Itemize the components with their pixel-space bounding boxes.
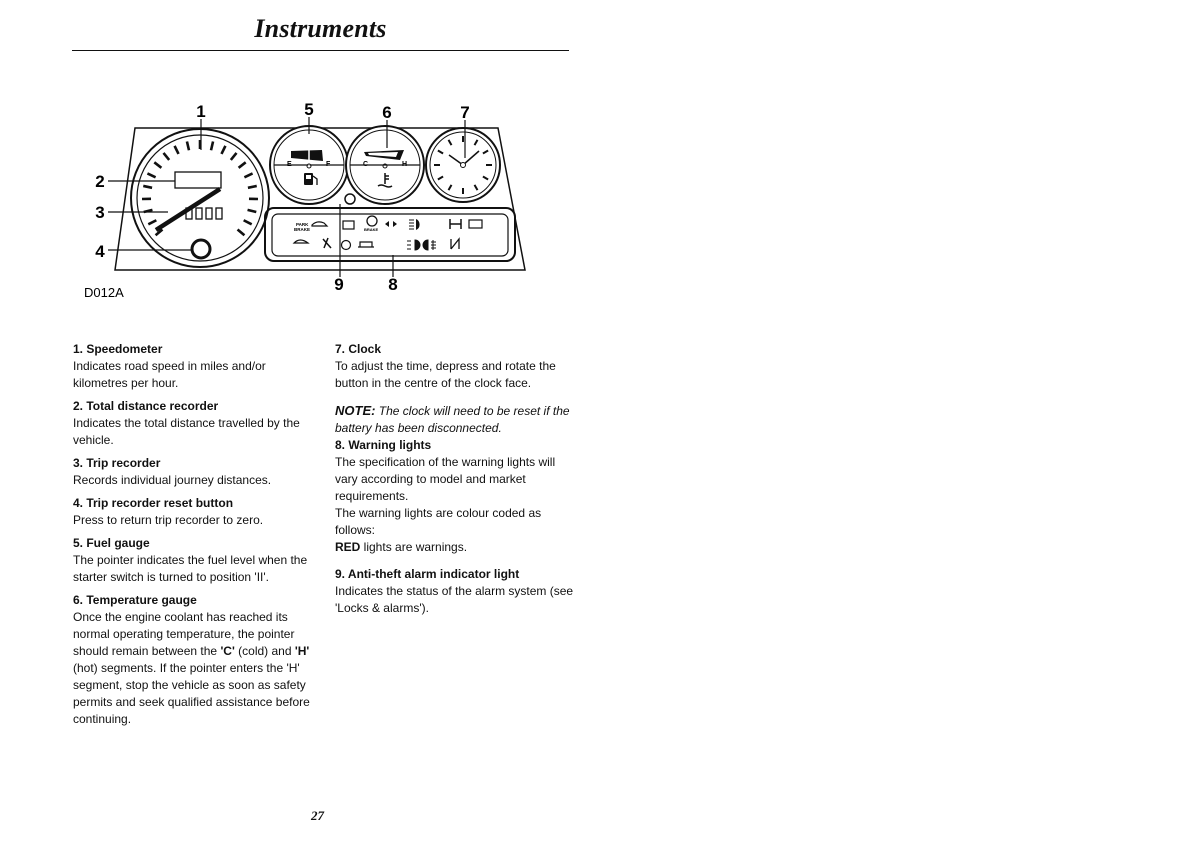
- battery-icon: [343, 221, 354, 229]
- section-heading: 4. Trip recorder reset button: [73, 496, 234, 510]
- callout-7: 7: [460, 103, 470, 122]
- temp-hot-letter: H: [402, 161, 408, 168]
- park-brake-label-1: PARK: [296, 222, 309, 227]
- clock-adjust-button: [461, 163, 466, 168]
- section-body: [335, 539, 580, 556]
- section-heading: 7. Clock: [335, 342, 382, 356]
- section-heading: 6. Temperature gauge: [73, 593, 197, 607]
- section-speedometer: [73, 341, 313, 392]
- temp-cold-letter: C: [363, 161, 369, 168]
- alarm-indicator-light: [345, 194, 355, 204]
- callout-1: 1: [196, 102, 206, 121]
- section-trip-reset: [73, 495, 313, 529]
- body-text: (cold) and: [234, 644, 295, 658]
- section-heading: 5. Fuel gauge: [73, 536, 150, 550]
- park-brake-label-2: BRAKE: [294, 227, 311, 232]
- transmission-temp-icon: [294, 240, 308, 243]
- brake-fluid-icon: [342, 241, 351, 250]
- brake-warning-icon: [367, 216, 377, 226]
- red-label: RED: [335, 540, 361, 554]
- section-body: Indicates road speed in miles and/or kilometres per hour.: [73, 359, 266, 390]
- section-warning-lights: [335, 437, 580, 556]
- section-body: Indicates the total distance travelled by the vehicle.: [73, 416, 300, 447]
- diff-lock-icon: [450, 219, 461, 229]
- section-body: Indicates the status of the alarm system (see 'Locks & alarms').: [335, 584, 574, 615]
- body-text: (hot) segments. If the pointer enters the 'H' segment, stop the vehicle as soon as safety permits and seek qualified assistance before continuing.: [73, 661, 310, 726]
- trip-reset-button: [192, 240, 210, 258]
- instrument-cluster-figure: [60, 90, 540, 305]
- dial-tick: [143, 186, 152, 188]
- left-column: [73, 341, 313, 734]
- speedometer: [131, 129, 269, 267]
- hot-label: 'H': [294, 644, 310, 658]
- section-trip-recorder: [73, 455, 313, 489]
- section-body: Records individual journey distances.: [73, 473, 272, 487]
- warning-lights-panel: [265, 208, 515, 261]
- cold-label: 'C': [220, 644, 235, 658]
- note-label: NOTE:: [335, 403, 376, 418]
- section-body: [73, 609, 313, 728]
- callout-3: 3: [95, 203, 105, 222]
- section-body: The warning lights are colour coded as follows:: [335, 506, 542, 537]
- callout-6: 6: [382, 103, 392, 122]
- title-rule: [72, 50, 569, 51]
- section-fuel-gauge: [73, 535, 313, 586]
- total-distance-window: [175, 172, 221, 188]
- section-alarm-indicator: [335, 566, 580, 617]
- right-column: [335, 341, 580, 623]
- callout-5: 5: [304, 100, 314, 119]
- callout-8: 8: [388, 275, 398, 294]
- fuel-empty-letter: E: [287, 161, 292, 168]
- page-title: Instruments: [254, 14, 387, 43]
- section-total-distance: [73, 398, 313, 449]
- oil-pressure-icon: [312, 222, 327, 226]
- rear-fog-icon: [423, 240, 436, 250]
- note: [335, 402, 580, 437]
- callout-4: 4: [95, 242, 105, 261]
- section-body: To adjust the time, depress and rotate the button in the centre of the clock face.: [335, 359, 556, 390]
- section-heading: 2. Total distance recorder: [73, 399, 219, 413]
- main-beam-icon: [416, 219, 420, 230]
- section-heading: 9. Anti-theft alarm indicator light: [335, 567, 520, 581]
- body-text: Once the engine coolant has reached its normal operating temperature, the pointer should remain between the: [73, 610, 295, 658]
- section-body: Press to return trip recorder to zero.: [73, 513, 264, 527]
- fuel-gauge: [270, 126, 348, 204]
- note-text: The clock will need to be reset if the battery has been disconnected.: [335, 404, 570, 435]
- section-body: The pointer indicates the fuel level when the starter switch is turned to position 'II'.: [73, 553, 308, 584]
- fuel-full-letter: F: [326, 161, 331, 168]
- brake-label: BRAKE: [364, 227, 379, 232]
- fog-light-icon: [407, 240, 420, 250]
- rear-screen-heat-icon: [469, 220, 482, 228]
- indicator-arrows-icon: [385, 221, 397, 227]
- main-beam-lines-icon: [409, 220, 414, 229]
- seatbelt-icon: [323, 238, 331, 248]
- section-heading: 3. Trip recorder: [73, 456, 161, 470]
- clock: [426, 128, 500, 202]
- section-heading: 1. Speedometer: [73, 342, 163, 356]
- section-temperature-gauge: [73, 592, 313, 728]
- dial-tick: [248, 186, 257, 188]
- body-text: lights are warnings.: [360, 540, 468, 554]
- page-number: 27: [311, 808, 324, 823]
- glow-plug-icon: [451, 239, 459, 249]
- section-body: The specification of the warning lights will vary according to model and market requirements.: [335, 455, 556, 503]
- trailer-icon: [358, 242, 374, 247]
- section-heading: 8. Warning lights: [335, 438, 432, 452]
- callout-9: 9: [334, 275, 344, 294]
- temperature-gauge: [346, 126, 424, 204]
- figure-code: D012A: [84, 285, 124, 300]
- section-clock: [335, 341, 580, 392]
- callout-2: 2: [95, 172, 105, 191]
